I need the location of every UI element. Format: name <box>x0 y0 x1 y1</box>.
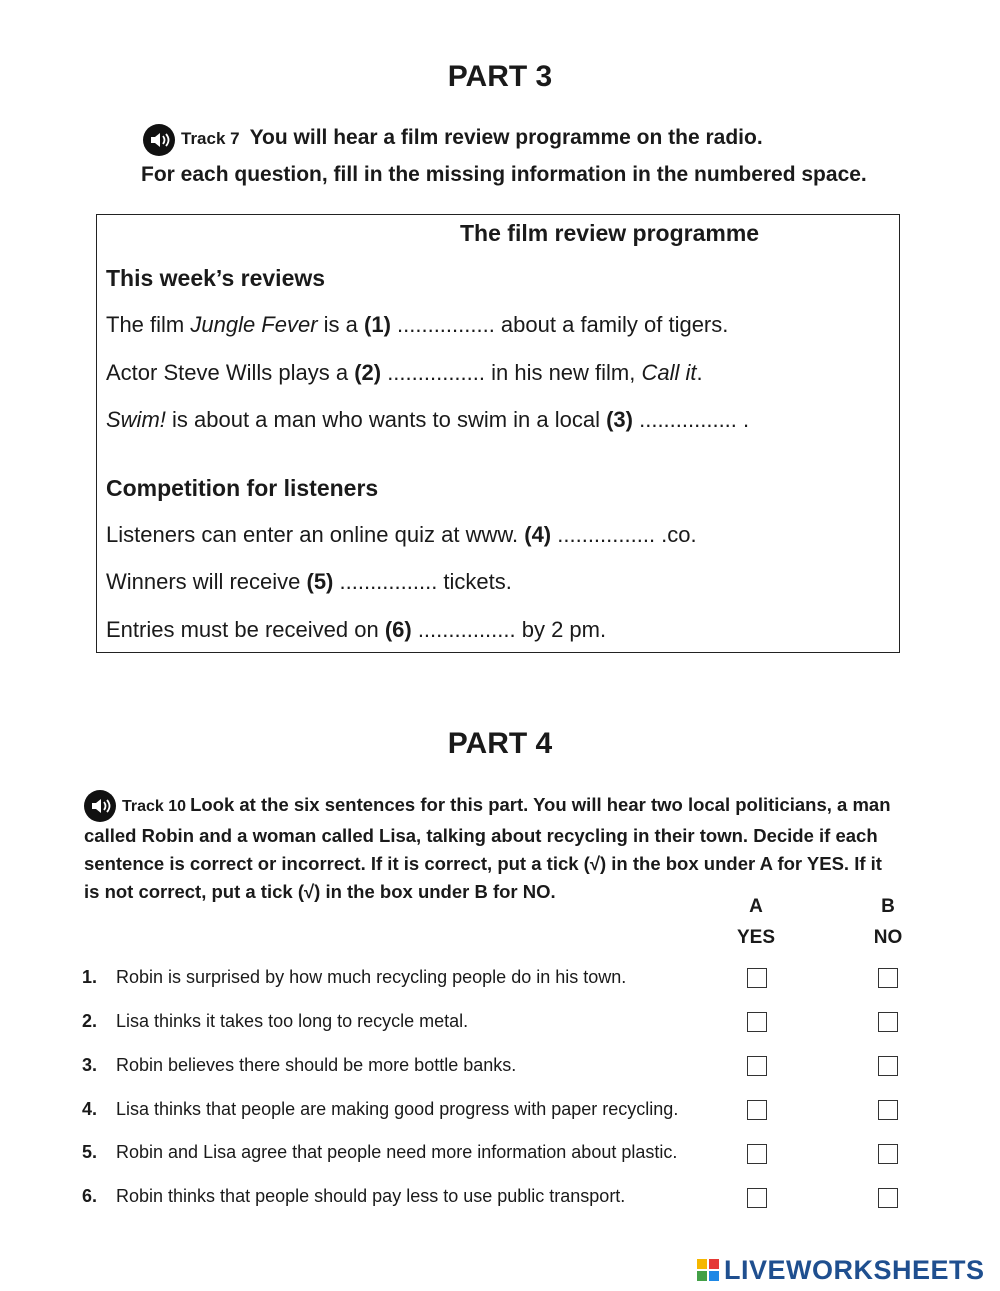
part-4-instructions <box>84 790 924 906</box>
track-label: Track 7 <box>181 129 240 148</box>
column-b-letter: B <box>881 896 895 917</box>
answer-no-checkbox[interactable] <box>878 1012 898 1032</box>
question-text: Lisa thinks it takes too long to recycle metal. <box>116 1011 469 1031</box>
instruction-line-4: is not correct, put a tick (√) in the box under B for NO. <box>84 881 556 902</box>
answer-no-checkbox[interactable] <box>878 1188 898 1208</box>
part-4-title: PART 4 <box>447 727 553 760</box>
column-a-label: YES <box>736 927 776 948</box>
answer-yes-checkbox[interactable] <box>747 968 767 988</box>
question-number: 3. <box>82 1055 98 1075</box>
question-text: Lisa thinks that people are making good progress with paper recycling. <box>116 1099 679 1119</box>
answer-no-checkbox[interactable] <box>878 1144 898 1164</box>
gap-number-4: (4) <box>524 522 552 547</box>
instruction-line-2: For each question, fill in the missing information in the numbered space. <box>141 163 867 186</box>
gap-sentence-2: Actor Steve Wills plays a (2) ................ in his new film, Call it. <box>106 360 703 385</box>
track-label: Track 10 <box>122 797 187 815</box>
question-number: 1. <box>82 967 98 987</box>
speaker-icon[interactable] <box>84 790 116 822</box>
logo-grid-icon <box>697 1259 719 1281</box>
part-3-instruction-header <box>143 120 763 156</box>
question-text: Robin believes there should be more bottle banks. <box>116 1055 517 1075</box>
question-number: 4. <box>82 1099 98 1119</box>
answer-yes-checkbox[interactable] <box>747 1100 767 1120</box>
answer-yes-checkbox[interactable] <box>747 1056 767 1076</box>
answer-yes-checkbox[interactable] <box>747 1012 767 1032</box>
answer-yes-checkbox[interactable] <box>747 1144 767 1164</box>
logo-text: LIVEWORKSHEETS <box>724 1255 985 1285</box>
gap-sentence-1: The film Jungle Fever is a (1) ................ about a family of tigers. <box>106 312 729 337</box>
section-heading-reviews: This week’s reviews <box>106 265 326 291</box>
column-b-label: NO <box>873 927 903 948</box>
instruction-line-1: You will hear a film review programme on the radio. <box>249 126 763 149</box>
box-title: The film review programme <box>460 220 760 246</box>
part-3-title: PART 3 <box>447 60 553 93</box>
gap-number-6: (6) <box>384 617 412 642</box>
instruction-line-1: Look at the six sentences for this part. You will hear two local politicians, a man <box>190 793 891 815</box>
answer-no-checkbox[interactable] <box>878 1100 898 1120</box>
gap-sentence-6: Entries must be received on (6) ................ by 2 pm. <box>106 617 607 642</box>
answer-no-checkbox[interactable] <box>878 1056 898 1076</box>
gap-number-5: (5) <box>306 569 334 594</box>
gap-number-2: (2) <box>354 360 382 385</box>
gap-sentence-3: Swim! is about a man who wants to swim in a local (3) ................ . <box>106 407 750 432</box>
question-text: Robin and Lisa agree that people need more information about plastic. <box>116 1142 678 1162</box>
gap-sentence-4: Listeners can enter an online quiz at www. (4) ................ .co. <box>106 522 697 547</box>
speaker-icon[interactable] <box>143 124 175 156</box>
column-a-letter: A <box>749 896 763 917</box>
gap-sentence-5: Winners will receive (5) ................ tickets. <box>106 569 512 594</box>
gap-number-3: (3) <box>606 407 633 432</box>
answer-yes-checkbox[interactable] <box>747 1188 767 1208</box>
gap-number-1: (1) <box>364 312 391 337</box>
question-text: Robin is surprised by how much recycling people do in his town. <box>116 967 627 987</box>
question-number: 2. <box>82 1011 98 1031</box>
answer-no-checkbox[interactable] <box>878 968 898 988</box>
question-number: 6. <box>82 1186 98 1206</box>
question-text: Robin thinks that people should pay less to use public transport. <box>116 1186 626 1206</box>
question-number: 5. <box>82 1142 98 1162</box>
instruction-line-2: called Robin and a woman called Lisa, talking about recycling in their town. Decide if each <box>84 825 878 846</box>
instruction-line-3: sentence is correct or incorrect. If it is correct, put a tick (√) in the box under A for YES. If it <box>84 853 882 874</box>
section-heading-competition: Competition for listeners <box>106 475 379 501</box>
